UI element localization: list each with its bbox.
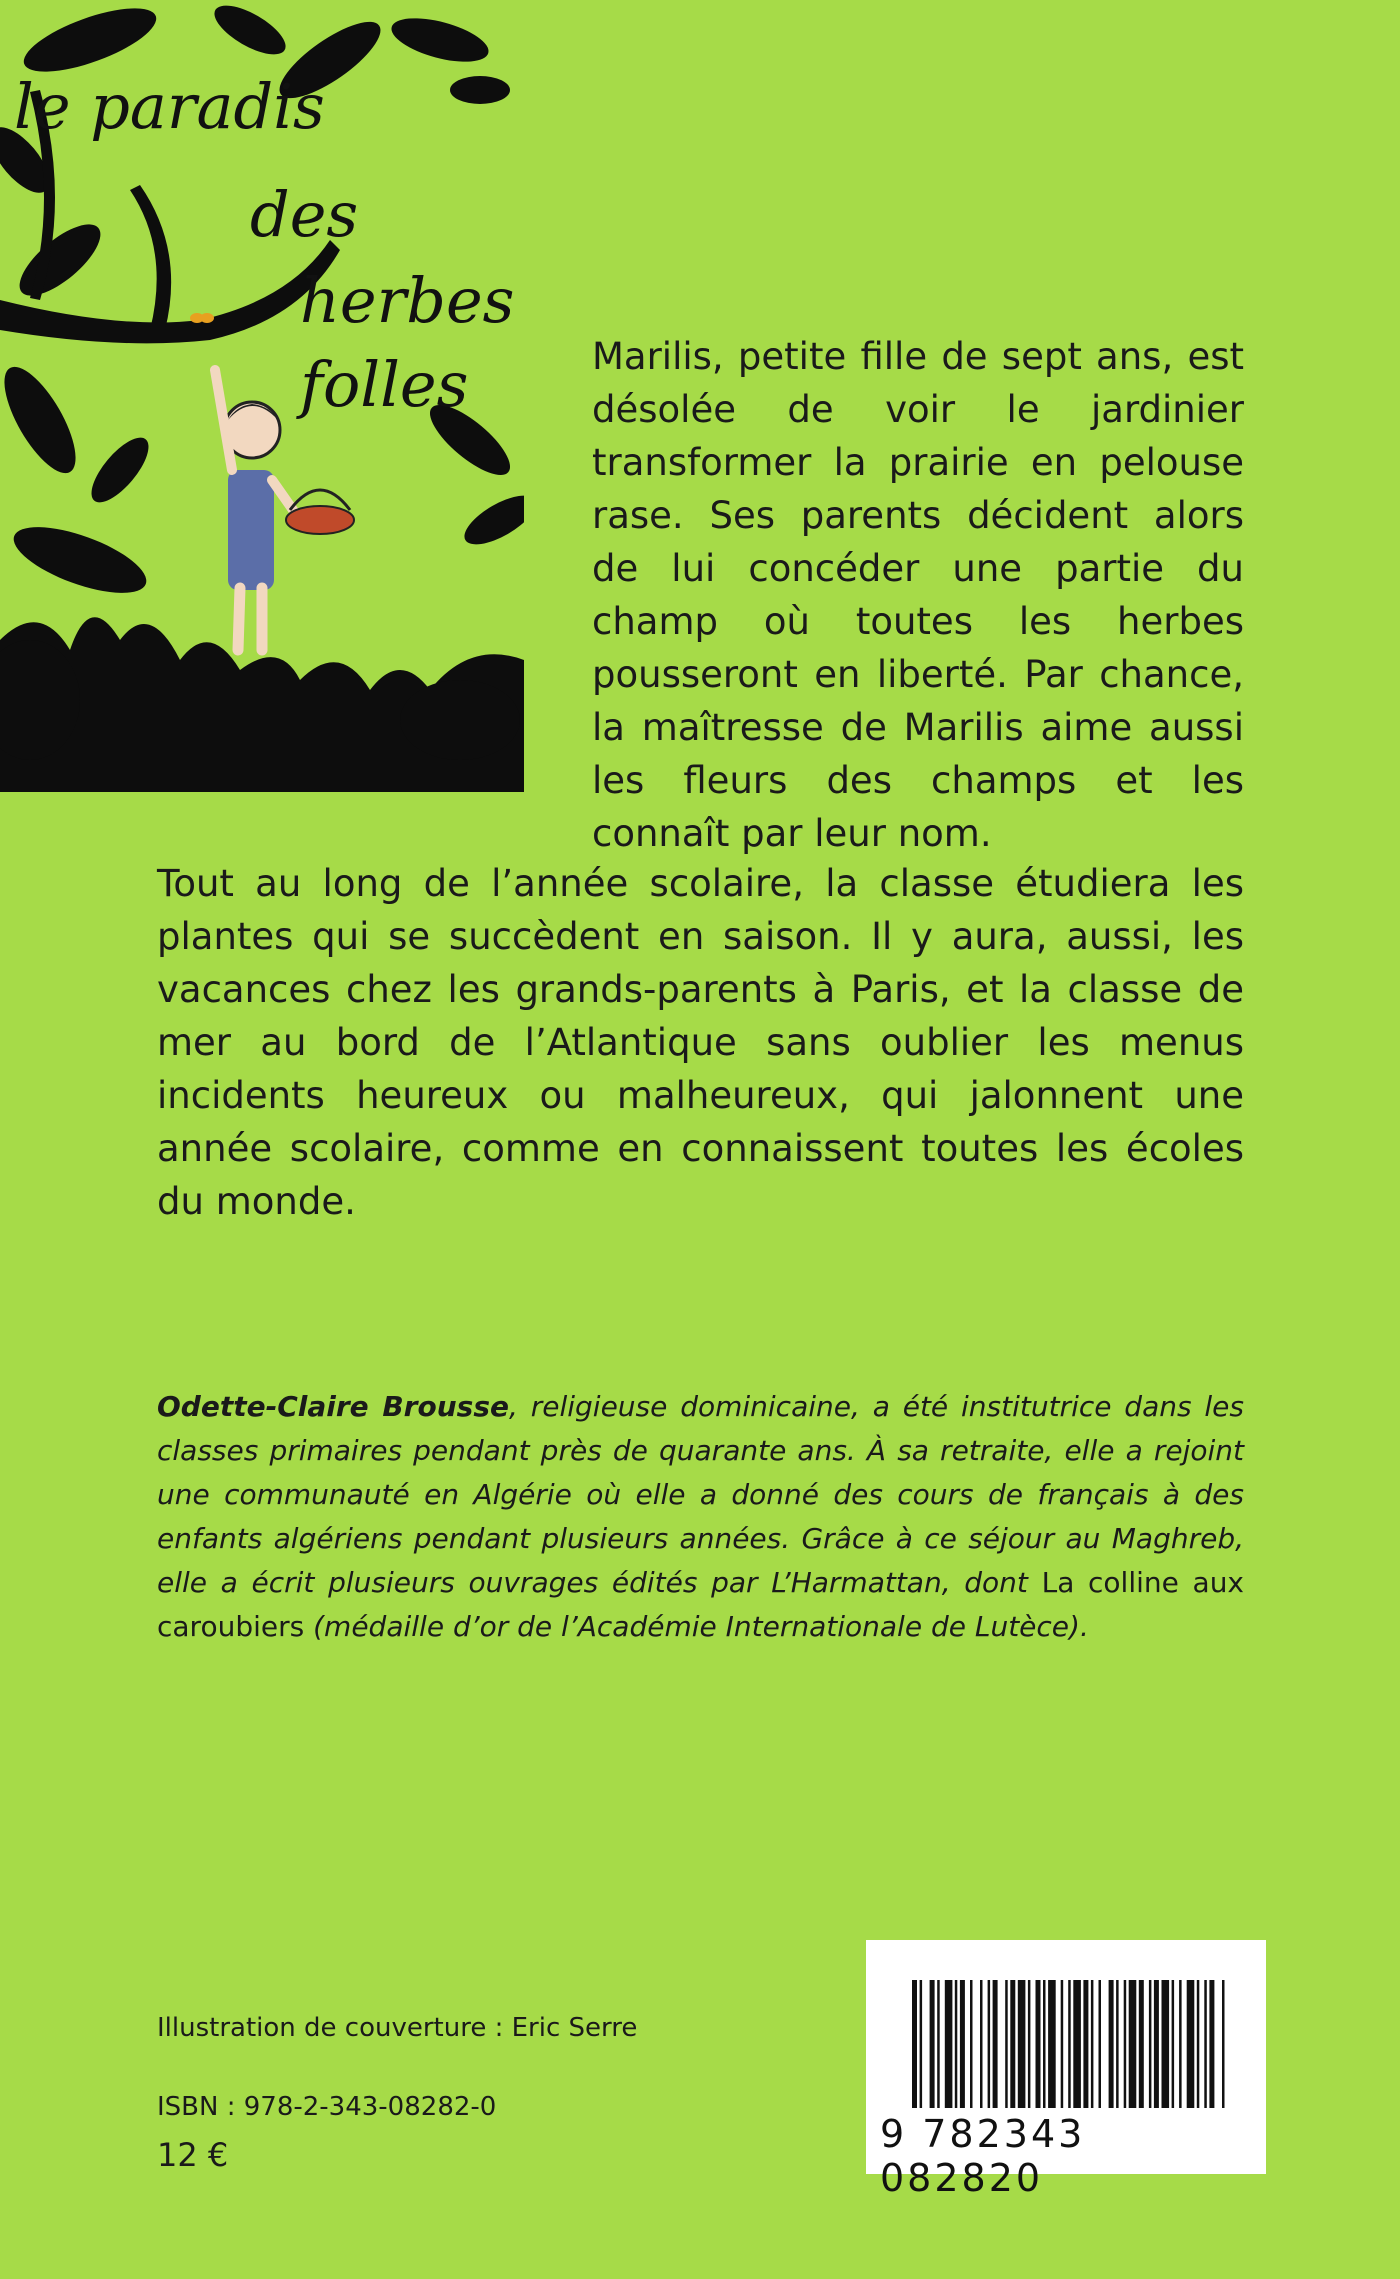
barcode-bar [1204,1980,1207,2108]
barcode-bar [955,1980,958,2108]
barcode-digits: 9 782343 082820 [880,2112,1086,2200]
barcode-bar [1073,1980,1081,2108]
barcode-bar [1129,1980,1137,2108]
barcode-bar [970,1980,973,2108]
bio-text-1: , religieuse dominicaine, a été institutrice dans les classes primaires pendant près de quarante ans. À sa retraite, elle a rejoint une communauté en Algérie où elle a donné des cours de français à des enfants algériens pendant plusieurs années. Grâce à ce séjour au Maghreb, elle a écrit plusieurs ouvrages édités par L’Harmattan, dont [157,1390,1244,1599]
bio-book-title: La colline aux caroubiers [157,1566,1245,1643]
barcode-bar [1209,1980,1214,2108]
barcode-bar [1018,1980,1026,2108]
barcode-bar [912,1980,917,2108]
barcode-bar [1149,1980,1152,2108]
barcode-bar [1043,1980,1046,2108]
bio-text-2: (médaille d’or de l’Académie Internationale de Lutèce). [304,1610,1089,1643]
isbn: ISBN : 978-2-343-08282-0 [157,2092,497,2122]
barcode-bar [1010,1980,1015,2108]
barcode-bar [1061,1980,1064,2108]
author-name: Odette-Claire Brousse [157,1390,509,1423]
barcode-bar [1068,1980,1071,2108]
barcode-bar [937,1980,940,2108]
barcode-bar [1179,1980,1182,2108]
cover-title-line-2: des [250,178,359,251]
barcode-bar [980,1980,983,2108]
barcode-bar [1139,1980,1144,2108]
barcode-bar [1172,1980,1175,2108]
cover-title-line-1: le paradis [14,70,325,143]
cover-title-line-4: folles [300,348,469,421]
barcode-bar [1091,1980,1094,2108]
barcode-bar [920,1980,923,2108]
barcode-bar [1124,1980,1127,2108]
barcode-bar [1083,1980,1088,2108]
cover-title-line-3: herbes [300,264,515,337]
barcode-bar [930,1980,935,2108]
synopsis-paragraph: Tout au long de l’année scolaire, la classe étudiera les plantes qui se succèdent en saison. Il y aura, aussi, les vacances chez les grands-parents à Paris, et la classe de mer au bord de l’Atlantique sans oublier les menus incidents heureux ou malheureux, qui jalonnent une année scolaire, comme en connaissent toutes les écoles du monde. [157,862,1244,1223]
cover-illustration [0,0,524,792]
barcode-bar [960,1980,965,2108]
barcode-bar [1162,1980,1170,2108]
barcode-bar [988,1980,991,2108]
barcode [866,1940,1266,2200]
barcode-bar [945,1980,953,2108]
barcode-bar [1028,1980,1031,2108]
barcode-bar [1109,1980,1114,2108]
illustration-credit: Illustration de couverture : Eric Serre [157,2013,638,2043]
barcode-bar [1187,1980,1195,2108]
barcode-bar [993,1980,998,2108]
barcode-bar [1197,1980,1200,2108]
price: 12 € [157,2136,229,2174]
barcode-bar [1099,1980,1102,2108]
author-bio [157,1385,1244,1649]
barcode-bar [1154,1980,1159,2108]
barcode-bar [1005,1980,1008,2108]
intro-paragraph: Marilis, petite fille de sept ans, est désolée de voir le jardinier transformer la prairie en pelouse rase. Ses parents décident alors de lui concéder une partie du champ où toutes les herbes pousseront en liberté. Par chance, la maîtresse de Marilis aime aussi les fleurs des champs et les connaît par leur nom. [592,335,1244,855]
barcode-bar [1222,1980,1225,2108]
barcode-bar [1048,1980,1056,2108]
barcode-bar [1116,1980,1119,2108]
barcode-bar [1036,1980,1041,2108]
